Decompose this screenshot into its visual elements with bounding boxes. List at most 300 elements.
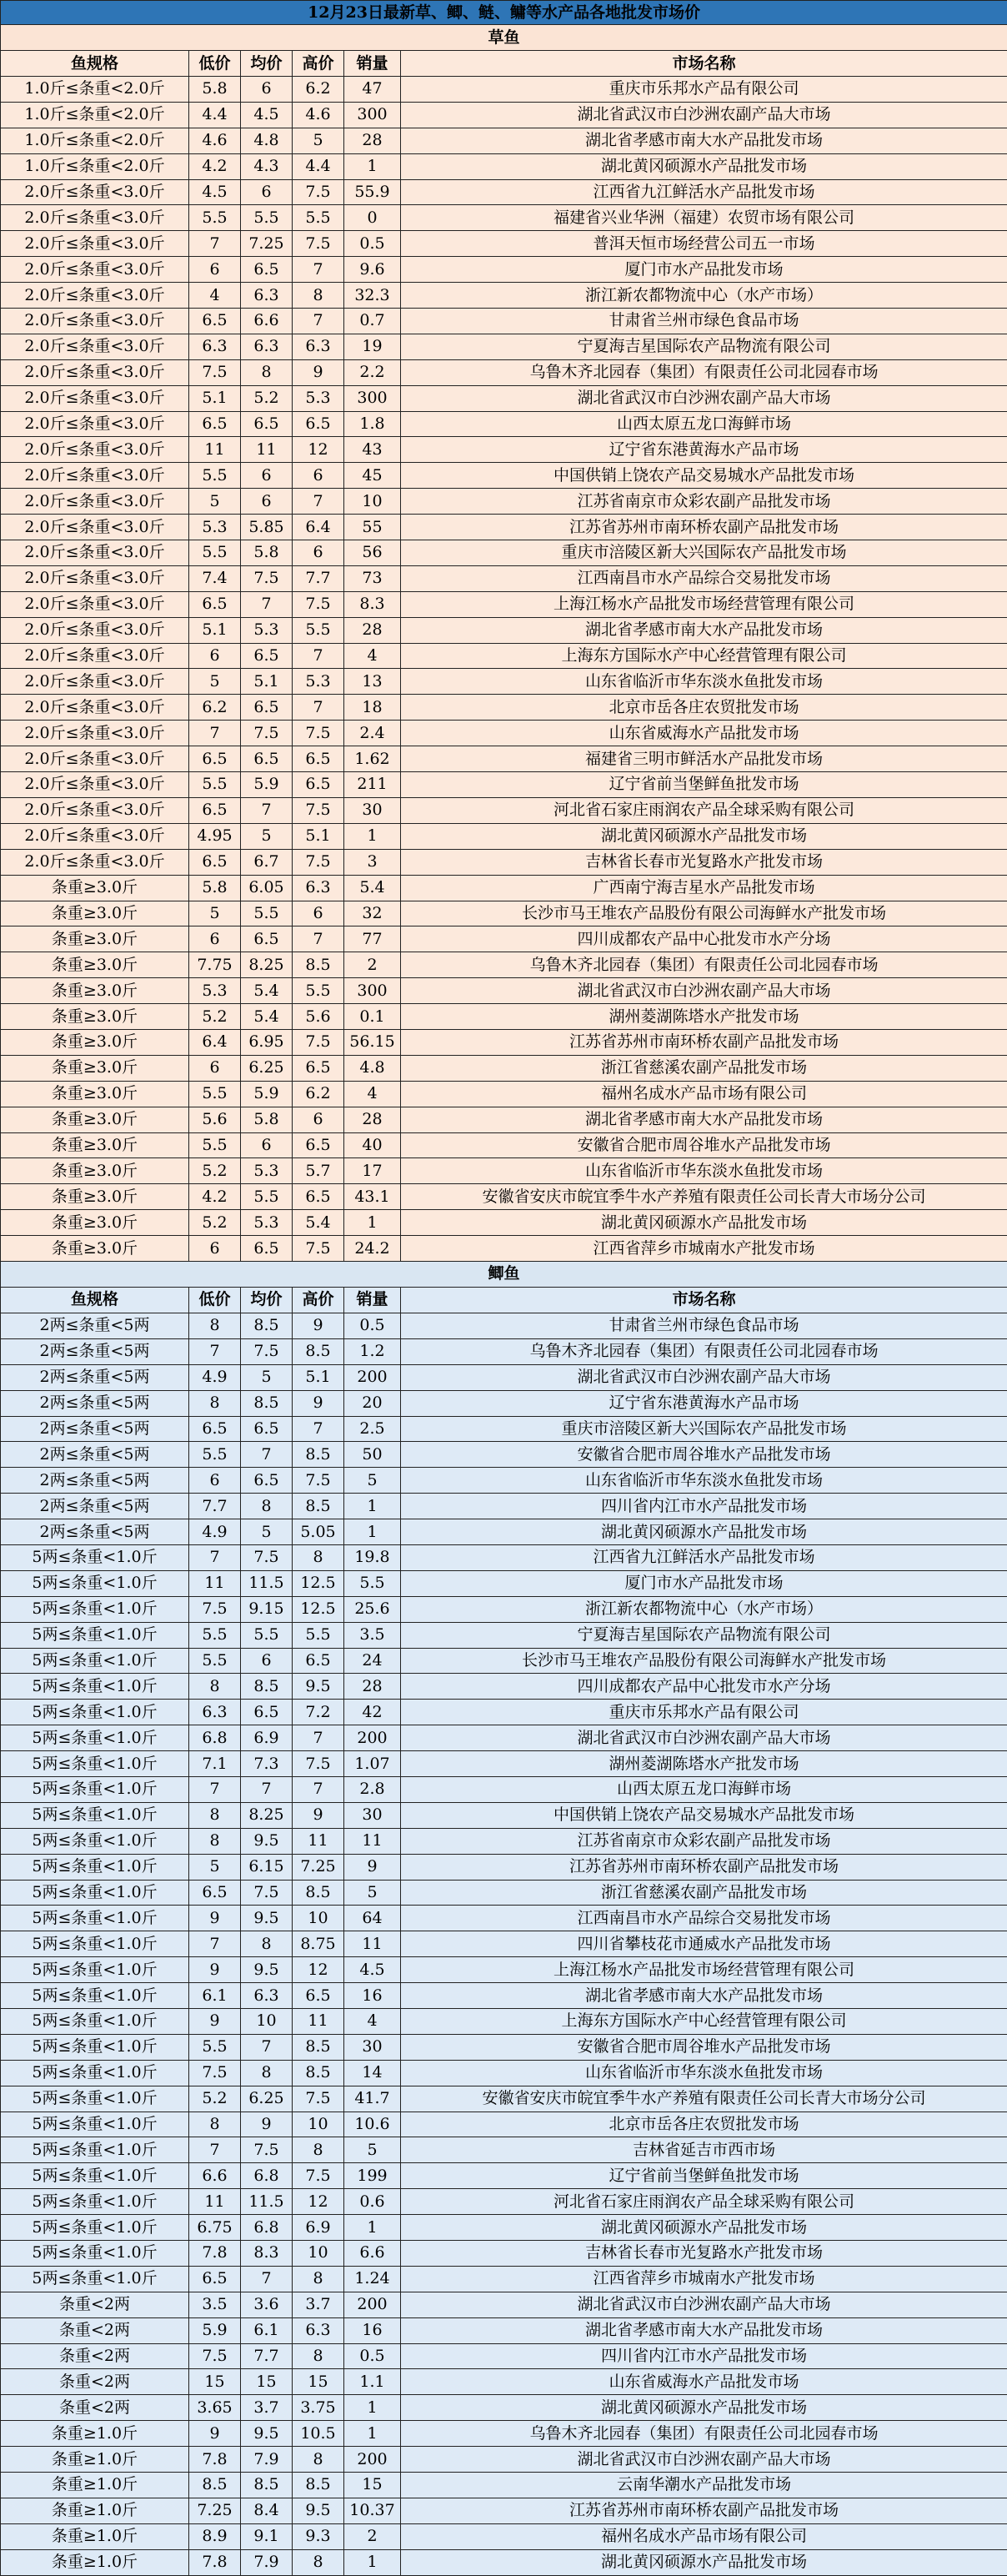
volume-cell: 5	[344, 2137, 401, 2163]
low-price-cell: 6	[189, 1468, 241, 1494]
column-header-volume: 销量	[344, 1287, 401, 1313]
table-row	[1, 1390, 1007, 1416]
table-row	[1, 231, 1007, 257]
spec-cell: 条重≥3.0斤	[1, 1210, 189, 1236]
column-header-avg: 均价	[241, 1287, 293, 1313]
avg-price-cell: 5.5	[241, 1184, 293, 1210]
volume-cell: 56	[344, 540, 401, 566]
volume-cell: 300	[344, 102, 401, 128]
market-name-cell: 四川省内江市水产品批发市场	[401, 1494, 1007, 1519]
volume-cell: 40	[344, 1132, 401, 1158]
table-row	[1, 721, 1007, 746]
market-name-cell: 吉林省延吉市西市场	[401, 2137, 1007, 2163]
spec-cell: 5两≤条重<1.0斤	[1, 1983, 189, 2009]
volume-cell: 9	[344, 1854, 401, 1880]
spec-cell: 2两≤条重<5两	[1, 1364, 189, 1390]
spec-cell: 2.0斤≤条重<3.0斤	[1, 283, 189, 309]
market-name-cell: 浙江新农都物流中心（水产市场）	[401, 283, 1007, 309]
volume-cell: 1	[344, 2395, 401, 2421]
avg-price-cell: 6	[241, 1132, 293, 1158]
table-row	[1, 2112, 1007, 2137]
low-price-cell: 6.5	[189, 1880, 241, 1906]
table-row	[1, 1442, 1007, 1468]
spec-cell: 2两≤条重<5两	[1, 1468, 189, 1494]
market-name-cell: 北京市岳各庄农贸批发市场	[401, 695, 1007, 721]
table-row	[1, 2034, 1007, 2060]
table-row	[1, 2523, 1007, 2549]
table-row	[1, 1751, 1007, 1777]
market-name-cell: 广西南宁海吉星水产品批发市场	[401, 875, 1007, 901]
market-name-cell: 辽宁省东港黄海水产品市场	[401, 1390, 1007, 1416]
low-price-cell: 3.5	[189, 2292, 241, 2317]
avg-price-cell: 5.3	[241, 1158, 293, 1184]
avg-price-cell: 9.5	[241, 1828, 293, 1854]
table-row	[1, 1364, 1007, 1390]
low-price-cell: 7.8	[189, 2549, 241, 2575]
market-name-cell: 安徽省合肥市周谷堆水产品批发市场	[401, 2034, 1007, 2060]
market-name-cell: 安徽省合肥市周谷堆水产品批发市场	[401, 1442, 1007, 1468]
market-name-cell: 乌鲁木齐北园春（集团）有限责任公司北园春市场	[401, 359, 1007, 385]
market-name-cell: 湖北省武汉市白沙洲农副产品大市场	[401, 1725, 1007, 1751]
low-price-cell: 7.5	[189, 2060, 241, 2086]
volume-cell: 43.1	[344, 1184, 401, 1210]
table-row	[1, 823, 1007, 849]
column-header-spec: 鱼规格	[1, 1287, 189, 1313]
high-price-cell: 9	[293, 1313, 344, 1338]
avg-price-cell: 7	[241, 591, 293, 617]
market-name-cell: 湖州菱湖陈塔水产批发市场	[401, 1751, 1007, 1777]
market-name-cell: 重庆市涪陵区新大兴国际农产品批发市场	[401, 1416, 1007, 1442]
low-price-cell: 9	[189, 1906, 241, 1931]
table-row	[1, 875, 1007, 901]
volume-cell: 1	[344, 2549, 401, 2575]
high-price-cell: 5.1	[293, 823, 344, 849]
table-row	[1, 128, 1007, 153]
high-price-cell: 7	[293, 489, 344, 515]
spec-cell: 2两≤条重<5两	[1, 1390, 189, 1416]
column-header-high: 高价	[293, 1287, 344, 1313]
high-price-cell: 7.5	[293, 179, 344, 205]
low-price-cell: 7.8	[189, 2447, 241, 2473]
table-row	[1, 901, 1007, 926]
high-price-cell: 12.5	[293, 1596, 344, 1622]
table-row	[1, 334, 1007, 359]
avg-price-cell: 7.9	[241, 2549, 293, 2575]
low-price-cell: 8	[189, 1313, 241, 1338]
market-name-cell: 山东省临沂市华东淡水鱼批发市场	[401, 2060, 1007, 2086]
avg-price-cell: 5	[241, 823, 293, 849]
avg-price-cell: 7.7	[241, 2343, 293, 2369]
table-row	[1, 1132, 1007, 1158]
table-row	[1, 1622, 1007, 1648]
volume-cell: 55.9	[344, 179, 401, 205]
table-row	[1, 2009, 1007, 2035]
market-name-cell: 江苏省苏州市南环桥农副产品批发市场	[401, 1854, 1007, 1880]
volume-cell: 20	[344, 1390, 401, 1416]
high-price-cell: 5.1	[293, 1364, 344, 1390]
high-price-cell: 6	[293, 901, 344, 926]
avg-price-cell: 4.3	[241, 153, 293, 179]
avg-price-cell: 9.5	[241, 1957, 293, 1983]
spec-cell: 条重<2两	[1, 2395, 189, 2421]
low-price-cell: 4.6	[189, 128, 241, 153]
high-price-cell: 7	[293, 309, 344, 334]
low-price-cell: 5.2	[189, 2086, 241, 2112]
volume-cell: 19	[344, 334, 401, 359]
low-price-cell: 4.4	[189, 102, 241, 128]
spec-cell: 5两≤条重<1.0斤	[1, 2034, 189, 2060]
table-row	[1, 1184, 1007, 1210]
volume-cell: 2.8	[344, 1777, 401, 1803]
market-name-cell: 辽宁省前当堡鲜鱼批发市场	[401, 772, 1007, 798]
volume-cell: 1.07	[344, 1751, 401, 1777]
low-price-cell: 6.3	[189, 334, 241, 359]
low-price-cell: 6.8	[189, 1725, 241, 1751]
volume-cell: 0.1	[344, 1004, 401, 1030]
avg-price-cell: 6.5	[241, 1236, 293, 1262]
low-price-cell: 6.5	[189, 591, 241, 617]
avg-price-cell: 7.5	[241, 1338, 293, 1364]
table-row	[1, 540, 1007, 566]
table-row	[1, 489, 1007, 515]
volume-cell: 10.37	[344, 2498, 401, 2523]
market-name-cell: 湖北省武汉市白沙洲农副产品大市场	[401, 385, 1007, 411]
spec-cell: 2两≤条重<5两	[1, 1313, 189, 1338]
high-price-cell: 8.5	[293, 2034, 344, 2060]
volume-cell: 28	[344, 617, 401, 643]
high-price-cell: 6.5	[293, 746, 344, 772]
spec-cell: 条重≥3.0斤	[1, 1081, 189, 1107]
volume-cell: 1.62	[344, 746, 401, 772]
volume-cell: 1	[344, 2215, 401, 2241]
volume-cell: 1	[344, 2421, 401, 2447]
volume-cell: 1.1	[344, 2369, 401, 2395]
spec-cell: 5两≤条重<1.0斤	[1, 1544, 189, 1570]
volume-cell: 18	[344, 695, 401, 721]
high-price-cell: 9.5	[293, 1674, 344, 1700]
table-row	[1, 2266, 1007, 2292]
section-title-row	[1, 1261, 1007, 1287]
volume-cell: 200	[344, 2447, 401, 2473]
low-price-cell: 5.5	[189, 540, 241, 566]
market-name-cell: 长沙市马王堆农产品股份有限公司海鲜水产批发市场	[401, 901, 1007, 926]
market-name-cell: 山西太原五龙口海鲜市场	[401, 1777, 1007, 1803]
volume-cell: 30	[344, 1802, 401, 1828]
volume-cell: 0	[344, 205, 401, 231]
market-name-cell: 安徽省合肥市周谷堆水产品批发市场	[401, 1132, 1007, 1158]
table-row	[1, 1854, 1007, 1880]
avg-price-cell: 8.5	[241, 1390, 293, 1416]
volume-cell: 1	[344, 1519, 401, 1545]
low-price-cell: 4.9	[189, 1364, 241, 1390]
spec-cell: 条重≥1.0斤	[1, 2523, 189, 2549]
table-row	[1, 2473, 1007, 2498]
spec-cell: 2.0斤≤条重<3.0斤	[1, 849, 189, 875]
volume-cell: 10	[344, 489, 401, 515]
table-row	[1, 591, 1007, 617]
section-title-row	[1, 25, 1007, 51]
high-price-cell: 10	[293, 2112, 344, 2137]
table-row	[1, 359, 1007, 385]
volume-cell: 43	[344, 437, 401, 463]
market-name-cell: 中国供销上饶农产品交易城水产品批发市场	[401, 463, 1007, 489]
volume-cell: 4	[344, 1081, 401, 1107]
volume-cell: 15	[344, 2473, 401, 2498]
avg-price-cell: 9.5	[241, 2421, 293, 2447]
table-row	[1, 1107, 1007, 1132]
low-price-cell: 5.9	[189, 2317, 241, 2343]
avg-price-cell: 8.5	[241, 2473, 293, 2498]
market-name-cell: 山东省临沂市华东淡水鱼批发市场	[401, 1468, 1007, 1494]
spec-cell: 2.0斤≤条重<3.0斤	[1, 359, 189, 385]
table-row	[1, 1957, 1007, 1983]
spec-cell: 5两≤条重<1.0斤	[1, 1751, 189, 1777]
avg-price-cell: 7.5	[241, 565, 293, 591]
spec-cell: 2.0斤≤条重<3.0斤	[1, 772, 189, 798]
avg-price-cell: 7.9	[241, 2447, 293, 2473]
column-header-market: 市场名称	[401, 1287, 1007, 1313]
high-price-cell: 7	[293, 1777, 344, 1803]
volume-cell: 30	[344, 2034, 401, 2060]
low-price-cell: 5.2	[189, 1004, 241, 1030]
volume-cell: 32.3	[344, 283, 401, 309]
avg-price-cell: 6.3	[241, 334, 293, 359]
volume-cell: 200	[344, 1364, 401, 1390]
low-price-cell: 5.6	[189, 1107, 241, 1132]
spec-cell: 2.0斤≤条重<3.0斤	[1, 591, 189, 617]
high-price-cell: 8	[293, 2343, 344, 2369]
table-row	[1, 1880, 1007, 1906]
section-title: 草鱼	[1, 25, 1007, 51]
spec-cell: 条重≥1.0斤	[1, 2498, 189, 2523]
volume-cell: 4.5	[344, 1957, 401, 1983]
market-name-cell: 上海东方国际水产中心经营管理有限公司	[401, 643, 1007, 669]
table-row	[1, 978, 1007, 1004]
table-row	[1, 1338, 1007, 1364]
avg-price-cell: 8.4	[241, 2498, 293, 2523]
spec-cell: 5两≤条重<1.0斤	[1, 1854, 189, 1880]
table-row	[1, 1313, 1007, 1338]
spec-cell: 条重≥3.0斤	[1, 1184, 189, 1210]
high-price-cell: 7.5	[293, 2086, 344, 2112]
high-price-cell: 12	[293, 2189, 344, 2215]
market-name-cell: 宁夏海吉星国际农产品物流有限公司	[401, 1622, 1007, 1648]
high-price-cell: 3.7	[293, 2292, 344, 2317]
volume-cell: 1.24	[344, 2266, 401, 2292]
table-row	[1, 746, 1007, 772]
low-price-cell: 6.3	[189, 1700, 241, 1725]
high-price-cell: 7.5	[293, 1236, 344, 1262]
market-name-cell: 江西南昌市水产品综合交易批发市场	[401, 1906, 1007, 1931]
low-price-cell: 5.2	[189, 1210, 241, 1236]
avg-price-cell: 7	[241, 1442, 293, 1468]
table-row	[1, 1055, 1007, 1081]
table-row	[1, 2549, 1007, 2575]
high-price-cell: 9.5	[293, 2498, 344, 2523]
volume-cell: 28	[344, 1674, 401, 1700]
spec-cell: 5两≤条重<1.0斤	[1, 1802, 189, 1828]
avg-price-cell: 11	[241, 437, 293, 463]
table-row	[1, 2369, 1007, 2395]
avg-price-cell: 4.8	[241, 128, 293, 153]
avg-price-cell: 7.5	[241, 1880, 293, 1906]
avg-price-cell: 5	[241, 1364, 293, 1390]
low-price-cell: 7	[189, 1338, 241, 1364]
table-row	[1, 565, 1007, 591]
high-price-cell: 7.5	[293, 721, 344, 746]
spec-cell: 2.0斤≤条重<3.0斤	[1, 515, 189, 540]
high-price-cell: 12	[293, 1957, 344, 1983]
market-name-cell: 安徽省安庆市皖宜季牛水产养殖有限责任公司长青大市场分公司	[401, 1184, 1007, 1210]
high-price-cell: 6	[293, 1107, 344, 1132]
table-row	[1, 309, 1007, 334]
low-price-cell: 4.2	[189, 1184, 241, 1210]
avg-price-cell: 11.5	[241, 1570, 293, 1596]
high-price-cell: 6.5	[293, 1648, 344, 1674]
high-price-cell: 5.6	[293, 1004, 344, 1030]
market-name-cell: 江苏省苏州市南环桥农副产品批发市场	[401, 515, 1007, 540]
avg-price-cell: 6.15	[241, 1854, 293, 1880]
low-price-cell: 8.9	[189, 2523, 241, 2549]
low-price-cell: 9	[189, 2421, 241, 2447]
avg-price-cell: 6.5	[241, 1700, 293, 1725]
spec-cell: 5两≤条重<1.0斤	[1, 2086, 189, 2112]
volume-cell: 4.8	[344, 1055, 401, 1081]
volume-cell: 1	[344, 153, 401, 179]
high-price-cell: 6.5	[293, 1132, 344, 1158]
high-price-cell: 10	[293, 2241, 344, 2267]
low-price-cell: 6.5	[189, 797, 241, 823]
spec-cell: 2.0斤≤条重<3.0斤	[1, 385, 189, 411]
column-header-row	[1, 1287, 1007, 1313]
volume-cell: 0.6	[344, 2189, 401, 2215]
high-price-cell: 5.7	[293, 1158, 344, 1184]
market-name-cell: 厦门市水产品批发市场	[401, 257, 1007, 283]
volume-cell: 0.5	[344, 2343, 401, 2369]
high-price-cell: 6.4	[293, 515, 344, 540]
low-price-cell: 7.5	[189, 2343, 241, 2369]
high-price-cell: 5.5	[293, 1622, 344, 1648]
low-price-cell: 5.8	[189, 875, 241, 901]
avg-price-cell: 8	[241, 1494, 293, 1519]
market-name-cell: 乌鲁木齐北园春（集团）有限责任公司北园春市场	[401, 2421, 1007, 2447]
low-price-cell: 11	[189, 1570, 241, 1596]
market-name-cell: 甘肃省兰州市绿色食品市场	[401, 309, 1007, 334]
spec-cell: 1.0斤≤条重<2.0斤	[1, 128, 189, 153]
low-price-cell: 6	[189, 643, 241, 669]
avg-price-cell: 5	[241, 1519, 293, 1545]
low-price-cell: 5.3	[189, 515, 241, 540]
avg-price-cell: 5.4	[241, 978, 293, 1004]
high-price-cell: 7	[293, 695, 344, 721]
high-price-cell: 8.5	[293, 1880, 344, 1906]
spec-cell: 条重≥3.0斤	[1, 1107, 189, 1132]
high-price-cell: 6.2	[293, 77, 344, 103]
high-price-cell: 6.5	[293, 1184, 344, 1210]
high-price-cell: 8	[293, 2447, 344, 2473]
spec-cell: 2.0斤≤条重<3.0斤	[1, 797, 189, 823]
table-row	[1, 2189, 1007, 2215]
avg-price-cell: 6.95	[241, 1029, 293, 1055]
avg-price-cell: 7.5	[241, 2137, 293, 2163]
table-row	[1, 1906, 1007, 1931]
market-name-cell: 重庆市涪陵区新大兴国际农产品批发市场	[401, 540, 1007, 566]
market-name-cell: 福建省兴业华洲（福建）农贸市场有限公司	[401, 205, 1007, 231]
table-row	[1, 153, 1007, 179]
high-price-cell: 8.75	[293, 1931, 344, 1957]
market-name-cell: 上海江杨水产品批发市场经营管理有限公司	[401, 1957, 1007, 1983]
spec-cell: 2两≤条重<5两	[1, 1494, 189, 1519]
spec-cell: 2.0斤≤条重<3.0斤	[1, 643, 189, 669]
high-price-cell: 9	[293, 359, 344, 385]
avg-price-cell: 7.5	[241, 1544, 293, 1570]
avg-price-cell: 8	[241, 2060, 293, 2086]
volume-cell: 56.15	[344, 1029, 401, 1055]
avg-price-cell: 8.25	[241, 952, 293, 978]
market-name-cell: 乌鲁木齐北园春（集团）有限责任公司北园春市场	[401, 952, 1007, 978]
market-name-cell: 江西省九江鲜活水产品批发市场	[401, 179, 1007, 205]
table-row	[1, 2060, 1007, 2086]
table-row	[1, 411, 1007, 437]
avg-price-cell: 6.7	[241, 849, 293, 875]
high-price-cell: 6.3	[293, 875, 344, 901]
avg-price-cell: 5.5	[241, 901, 293, 926]
market-name-cell: 湖北省孝感市南大水产品批发市场	[401, 1107, 1007, 1132]
volume-cell: 4	[344, 643, 401, 669]
high-price-cell: 6.9	[293, 2215, 344, 2241]
low-price-cell: 5.5	[189, 772, 241, 798]
avg-price-cell: 3.6	[241, 2292, 293, 2317]
volume-cell: 16	[344, 1983, 401, 2009]
spec-cell: 条重<2两	[1, 2369, 189, 2395]
high-price-cell: 7.2	[293, 1700, 344, 1725]
high-price-cell: 8.5	[293, 952, 344, 978]
avg-price-cell: 6	[241, 463, 293, 489]
table-row	[1, 1802, 1007, 1828]
spec-cell: 5两≤条重<1.0斤	[1, 1674, 189, 1700]
avg-price-cell: 5.5	[241, 1622, 293, 1648]
table-row	[1, 205, 1007, 231]
volume-cell: 28	[344, 128, 401, 153]
table-row	[1, 257, 1007, 283]
table-row	[1, 1029, 1007, 1055]
high-price-cell: 12	[293, 437, 344, 463]
market-name-cell: 吉林省长春市光复路水产批发市场	[401, 849, 1007, 875]
low-price-cell: 7	[189, 1544, 241, 1570]
column-header-spec: 鱼规格	[1, 51, 189, 77]
avg-price-cell: 6.25	[241, 1055, 293, 1081]
avg-price-cell: 5.5	[241, 205, 293, 231]
high-price-cell: 7.5	[293, 231, 344, 257]
low-price-cell: 6.4	[189, 1029, 241, 1055]
market-name-cell: 湖北黄冈硕源水产品批发市场	[401, 2395, 1007, 2421]
market-name-cell: 四川成都农产品中心批发市水产分场	[401, 1674, 1007, 1700]
table-row	[1, 515, 1007, 540]
volume-cell: 300	[344, 978, 401, 1004]
spec-cell: 2.0斤≤条重<3.0斤	[1, 823, 189, 849]
table-row	[1, 1725, 1007, 1751]
market-name-cell: 浙江省慈溪农副产品批发市场	[401, 1055, 1007, 1081]
spec-cell: 1.0斤≤条重<2.0斤	[1, 77, 189, 103]
section-title: 鲫鱼	[1, 1261, 1007, 1287]
high-price-cell: 7.7	[293, 565, 344, 591]
avg-price-cell: 8	[241, 1931, 293, 1957]
market-name-cell: 上海江杨水产品批发市场经营管理有限公司	[401, 591, 1007, 617]
avg-price-cell: 9.1	[241, 2523, 293, 2549]
low-price-cell: 15	[189, 2369, 241, 2395]
high-price-cell: 8	[293, 2266, 344, 2292]
volume-cell: 2	[344, 952, 401, 978]
